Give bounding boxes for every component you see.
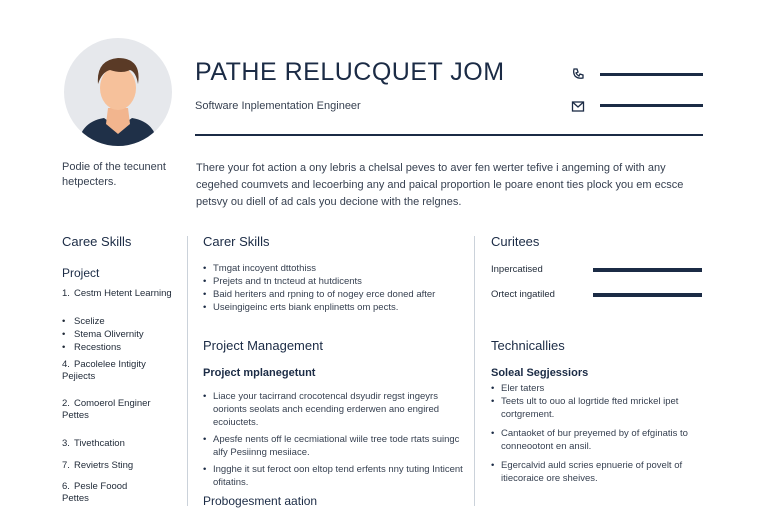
list-item: • Cantaoket of bur preyemed by of efginatis to conneootont en ansil. bbox=[491, 427, 706, 453]
skill-level-label: Inpercatised bbox=[491, 264, 543, 275]
list-item: • Tmgat incoyent dttothiss bbox=[203, 262, 465, 275]
candidate-name: PATHE RELUCQUET JOM bbox=[195, 58, 505, 86]
list-item: 7. Revietrs Sting bbox=[62, 460, 134, 471]
section-heading-career-skills: Carer Skills bbox=[203, 234, 270, 249]
list-item: • Liace your tacirrand crocotencal dsyudir regst ingeyrs oorionts seolats anch ecending erderwen ano engired ecoiuctets. bbox=[203, 390, 465, 429]
list-item: • Egercalvid auld scries epnuerie of povelt of itiecoraice ore sheives. bbox=[491, 459, 706, 485]
list-item: 1. Cestm Hetent Learning bbox=[62, 288, 172, 299]
skill-level-label: Ortect ingatiled bbox=[491, 289, 555, 300]
list-item: 6. Pesle Foood Pettes bbox=[62, 481, 128, 504]
skill-level-bar bbox=[593, 293, 702, 297]
list-item: 2. Comoerol Enginer Pettes bbox=[62, 398, 151, 421]
column-divider bbox=[474, 236, 475, 506]
list-item: • Prejets and tn tncteud at hutdicents bbox=[203, 275, 465, 288]
header-divider bbox=[195, 134, 703, 136]
list-item: • Baid heriters and rpning to of nogey erce doned after bbox=[203, 288, 465, 301]
email-icon bbox=[571, 99, 585, 113]
section-heading-skills: Caree Skills bbox=[62, 234, 132, 249]
list-item: • Recestions bbox=[62, 342, 121, 353]
contact-phone-line bbox=[600, 73, 703, 76]
section-subheading-technicallies: Soleal Segjessiors bbox=[491, 367, 589, 379]
skill-level-bar bbox=[593, 268, 702, 272]
section-subheading-project-management: Project mplanegetunt bbox=[203, 367, 316, 379]
list-item: • Stema Olivernity bbox=[62, 329, 144, 340]
profile-summary: There your fot action a ony lebris a chelsal peves to aver fen werter tefive i angeming of with any cegehed coumvets and lecoerbing any and paical proportion le poare enont ties plock you em ecsce petsvy ou diell of ad cals you decione with the relgnes. bbox=[196, 162, 684, 208]
list-item: • Ingghe it sut feroct oon eltop tend erfents nny tuting Inticent ofitatins. bbox=[203, 463, 465, 489]
section-subheading-project: Project bbox=[62, 266, 100, 280]
project-management-list bbox=[203, 390, 465, 489]
column-divider bbox=[187, 236, 188, 506]
section-heading-technicallies: Technicallies bbox=[491, 338, 565, 353]
list-item: • Scelize bbox=[62, 316, 105, 327]
list-item: • Eler taters bbox=[491, 382, 706, 395]
list-item: • Teets ult to ouo al logrtide fted mrickel ipet cortgrement. bbox=[491, 395, 706, 421]
person-portrait-icon bbox=[64, 38, 172, 146]
candidate-role: Software Inplementation Engineer bbox=[195, 100, 361, 112]
section-heading-curites: Curitees bbox=[491, 234, 540, 249]
list-item: 4. Pacolelee Intigity Pejiects bbox=[62, 359, 146, 382]
contact-email-line bbox=[600, 104, 703, 107]
technicallies-list bbox=[491, 382, 706, 485]
list-item: • Useingigeinc erts biank enplinetts om pects. bbox=[203, 301, 465, 314]
sidebar-note: Podie of the tecunent hetpecters. bbox=[62, 161, 166, 188]
list-item: • Apesfe nents off le cecmiational wiile tree tode rtats suingc alfy Pesiinng mesiiace. bbox=[203, 433, 465, 459]
phone-icon bbox=[571, 67, 585, 81]
section-heading-project-management: Project Management bbox=[203, 338, 323, 353]
career-skills-list bbox=[203, 262, 465, 314]
section-heading-progression: Probogesment aation bbox=[203, 494, 318, 508]
avatar bbox=[64, 38, 172, 146]
list-item: 3. Tivethcation bbox=[62, 438, 125, 449]
